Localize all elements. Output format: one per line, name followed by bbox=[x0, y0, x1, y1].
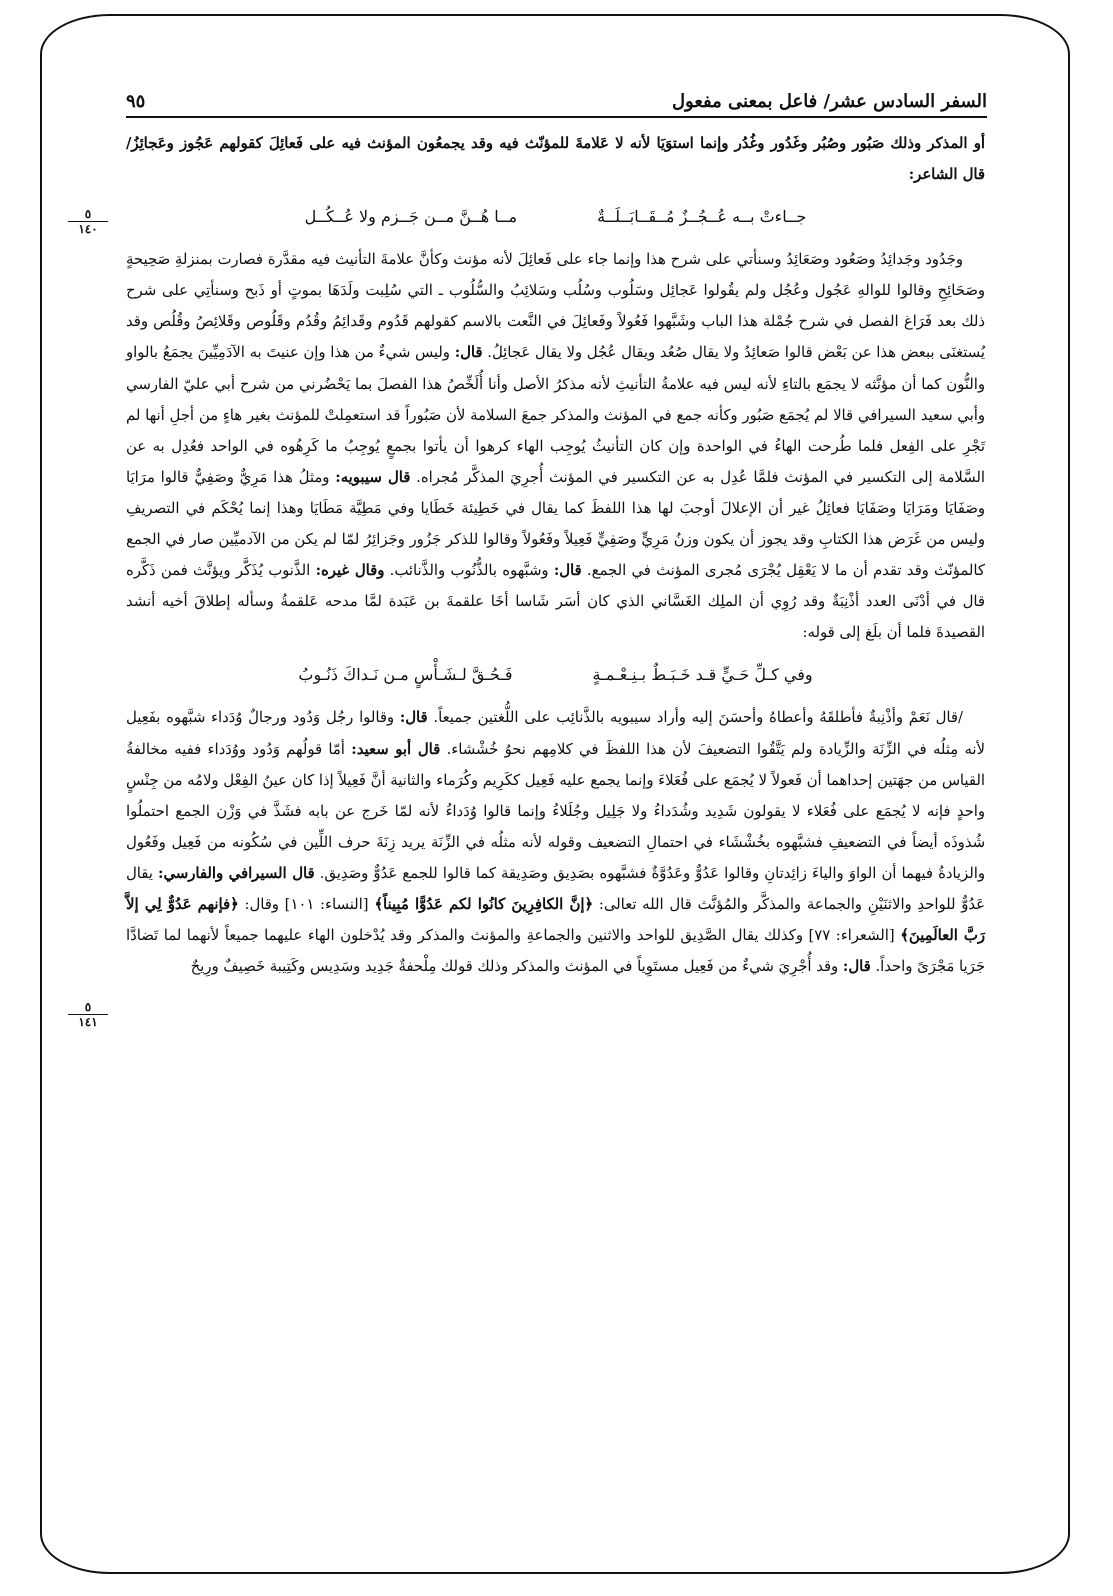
paragraph bbox=[126, 244, 985, 648]
speaker-label: قال: bbox=[842, 958, 871, 976]
speaker-label: قال: bbox=[553, 562, 582, 580]
text-run: ومثلُ هذا مَرِيٌّ وصَفِيٌّ قالوا مرَايَا وصَفَايَا ومَرَايَا وصَفَايَا فعائِلُ غير أن الإعلالَ أوجبَ لها هذا اللفظَ كما يقال في خَطِيئة خَطَايا وفي مَطِيَّة مَطَايَا وهذا إنما يُحْكَم في التصريفِ وليس من غَرَض هذا الكتابِ وقد يجوز أن يكون وزنُ مَرِيٍّ وصَفِيٍّ فَعِيلاً وفَعُولاً وقالوا للذكر جَزُور وجَزائِرُ لمّا لم يكن من الآدميِّين صار في الجمع كالمؤنّث وقد تقدم أن ما لا يَعْقِل يُجْرَى مُجرى المؤنث في الجمع. bbox=[126, 468, 985, 580]
margin-reference bbox=[68, 207, 108, 236]
margin-ref-denominator: ١٤٠ bbox=[68, 221, 108, 236]
speaker-label: قال سيبويه: bbox=[335, 468, 411, 486]
text-run: وقد أُجْرِيَ شيءٌ من فَعِيل مستَوِياً في المؤنث والمذكر وذلك قولك مِلْحفةٌ جَدِيد وسَدِيس وكَتِيبة خَصِيفٌ ورِيحٌ bbox=[190, 958, 839, 976]
text-run: /قال نَعَمْ وأذْنِبةٌ فأطلقَهُ وأعطاهُ وأحسَنَ إليه وأراد سيبويه بالذَّنائِب على اللُّغتين جميعاً. bbox=[433, 709, 963, 727]
speaker-label: وقال غيره: bbox=[315, 562, 385, 580]
page-number: ٩٥ bbox=[126, 91, 146, 112]
text-run: الذَّنوب يُذَكَّر ويؤنَّث فمن ذَكَّره قال في أدْنَى العدد أذْنِبَةٌ وقد رُوِي أن الملِك الغَسَّاني الذي كان أسَر شَاسا أخَا علقمةَ بن عَبَدة لمَّا مدحه عَلقمةُ وسأله إطلاقَ أخيه أنشد القصيدةَ فلما أن بلَغ إلى قوله: bbox=[126, 562, 985, 642]
verse-hemistich-second: مــا هُــنَّ مــن جَــزم ولا عُــكُــل bbox=[304, 207, 518, 227]
text-run: أو المذكر وذلك صَبُور وصُبُر وغَدُور وغُدُر وإنما استوَيَا لأنه لا عَلامةَ للمؤنّث فيه وقد يجمعُون المؤنث فيه على فَعائِلَ كقولهم عَجُوز وعَجائِزُ/ قال الشاعر: bbox=[126, 135, 985, 184]
speaker-label: قال السيرافي والفارسي: bbox=[158, 864, 315, 882]
margin-ref-numerator: ٥ bbox=[84, 207, 92, 221]
quran-quote: ﴿فإنهم عَدُوٌّ لِي إلاَّ رَبَّ العالَمِينَ﴾ bbox=[126, 895, 985, 945]
paragraph bbox=[126, 702, 985, 982]
verse bbox=[126, 660, 985, 690]
verse-hemistich-first: وفي كـلِّ حَـيٍّ قـد خَـبَـطٌ بـنِـعْـمـةٍ bbox=[592, 665, 813, 685]
verse bbox=[126, 202, 985, 232]
margin-reference bbox=[68, 1000, 108, 1029]
text-run: وشبَّهوه بالذُّنُوب والذَّنائب. bbox=[389, 562, 549, 580]
page-header bbox=[126, 86, 987, 118]
quran-quote: ﴿إنَّ الكافِرِينَ كانُوا لكم عَدُوًّا مُبِيناً﴾ bbox=[374, 895, 594, 913]
main-text bbox=[126, 128, 985, 982]
margin-ref-denominator: ١٤١ bbox=[68, 1014, 108, 1029]
speaker-label: قال: bbox=[454, 344, 483, 362]
text-run: يقال عَدُوٌّ للواحدِ والاثنَيْنِ والجماعة والمذكَّر والمُؤنَّث قال الله تعالى: bbox=[126, 864, 985, 913]
text-run: وليس شيءٌ من هذا وإن عنيتَ به الآدَمِيِّينَ يجمَعُ بالواو والنُّون كما أن مؤنَّثه لا يجمَع بالتاءِ لأنه ليس فيه علامةُ التأنيثِ لأنه مذكرُ الأصل وأنا أُلَخِّصُ هذا الفصلَ بما يَحْضُرني من شرح أبي عليّ الفارسي وأبي سعيد السيرافي قالا لم يُجمَع صَبُور وكأنه جمع في المؤنث والمذكر جمعَ السلامة لأن صَبُوراً قد استعمِلتْ للمؤنث بغير هاءٍ من أجلِ أنها لم تَجْرِ على الفِعل فلما طُرحت الهاءُ في الواحدة وإن كان التأنيثُ يُوجِب الهاء كرهوا أن يأتوا بجمعٍ يُوجِبُ ما كَرِهُوه في الواحد فعُدِل به عن السَّلامة إلى التكسير في المؤنث فلمَّا عُدِل به عن التكسير في المؤنث أُجرِيَ المذكَّر مُجراه. bbox=[126, 344, 985, 486]
verse-hemistich-second: فَـحُـقَّ لـشَـأْسٍ مـن نَـداكَ ذَنُـوبُ bbox=[298, 665, 513, 685]
text-run: [الشعراء: ٧٧] وكذلك يقال الصَّدِيق للواحد والاثنين والجماعةِ والمؤنث والمذكر وقد يُدْخلون الهاء عليهما جميعاً لأنهما لما تَضادَّا جَرَيا مَجْرَىً واحداً. bbox=[126, 927, 985, 976]
verse-hemistich-first: جــاءتْ بــه عُــجُــزٌ مُــقَــابَــلَــةٌ bbox=[597, 207, 807, 227]
text-run: وقالوا رجُل وَدُود ورجالٌ وُدَداء شبَّهوه بفَعِيل لأنه مِثلُه في الزِّنَة والزِّيادة ولم يَتَّقُوا التضعيفَ لأن هذا اللفظَ في كلامِهم نحوُ خُشْشاء. bbox=[126, 709, 985, 758]
paragraph bbox=[126, 128, 985, 190]
running-title: السفر السادس عشر/ فاعل بمعنى مفعول bbox=[671, 91, 987, 112]
margin-ref-numerator: ٥ bbox=[84, 1000, 92, 1014]
speaker-label: قال: bbox=[399, 709, 428, 727]
speaker-label: قال أبو سعيد: bbox=[351, 740, 441, 758]
text-run: أمّا قولُهم وَدُود ووُدَداء ففيه مخالفةُ القياس من جهَتين إحداهما أن فَعولاً لا يُجمَع على فُعَلاءَ وإنما يجمع عليه فَعِيل ككَرِيم وكُرَماء والثانية أنَّ فَعِيلاً إذا كان عينُ الفِعْل ولامُه من جِنْسٍ واحدٍ فإنه لا يُجمَع على فُعَلاء لا يقولون شَدِيد وشُدَداءُ ولا جَلِيل وجُلَلاءُ وإنما قالوا وُدَداءُ لأنه لمّا خَرج عن بابه فشَذَّ في وَزْن الجمع احتملُوا شُذوذَه أيضاً في التضعيفِ فشبَّهوه بخُشْشَاء في احتمالِ التضعيف وقوله لأنه مثلُه في الزِّنَة يريد زِنَةَ حرف اللِّين في سُكُونه من فَعِيل وفَعُول والزيادةُ فيهما أن الواوَ والياءَ زائِدتانِ وقالوا عَدُوٌّ وعَدُوَّةٌ فشبَّهوه بصَدِيق وصَدِيقة كما قالوا للجمع عَدُوٌّ وصَدِيق. bbox=[126, 740, 985, 882]
text-run: وجَدُود وجَدائِدُ وصَعُود وصَعَائِدُ وسنأتي على شرح هذا وإنما جاء على فَعائِلَ لأنه مؤنث وكأنَّ علامةَ التأنيث فيه مقدَّرة فصارت بمنزلةِ صَحِيحةٍ وصَحَائِحِ وقالوا للوالهِ عَجُول وعُجُل ولم يقُولوا عَجائِل وسَلُوب وسُلُب وسَلائِبُ والسُّلُوب ـ التي سُلِبت ولَدَهَا بموتٍ أو ذَبح وسنأتِي على شرح ذلك بعد فَرَاغ الفصل في شرح جُمْلة هذا الباب وشَبَّهوا فَعُولاً وفَعائِلَ في النَّعت بالاسم كقولهم قَدُوم وقَدائِمُ وقُدُم وقَلُوص وقَلائِصُ وقُلُص وقد يُستغنَى ببعض هذا عن بَعْض قالوا صَعائِدُ ولا يقال صُعُد ويقال عُجُل ولا يقال عَجائِلُ. bbox=[126, 251, 985, 362]
text-run: [النساء: ١٠١] وقال: bbox=[244, 895, 369, 913]
